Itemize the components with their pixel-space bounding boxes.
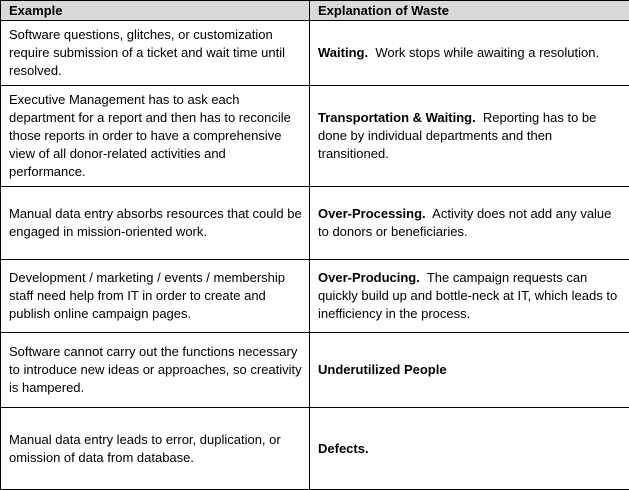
table-row	[1, 408, 629, 490]
waste-explanation: Activity does not add any value to donors or beneficiaries.	[318, 206, 611, 239]
explanation-cell	[310, 187, 629, 260]
table-body	[1, 21, 629, 490]
waste-type-label: Over-Producing.	[318, 270, 420, 285]
explanation-cell	[310, 333, 629, 408]
waste-type-label: Underutilized People	[318, 362, 447, 377]
example-cell: Manual data entry absorbs resources that could be engaged in mission-oriented work.	[1, 187, 310, 260]
table-row	[1, 21, 629, 86]
waste-type-label: Defects.	[318, 441, 369, 456]
explanation-cell	[310, 260, 629, 333]
example-cell: Software cannot carry out the functions necessary to introduce new ideas or approaches, so creativity is hampered.	[1, 333, 310, 408]
waste-type-label: Over-Processing.	[318, 206, 426, 221]
explanation-cell	[310, 408, 629, 490]
header-row	[1, 1, 629, 21]
table-row	[1, 333, 629, 408]
example-cell: Software questions, glitches, or customization require submission of a ticket and wait time until resolved.	[1, 21, 310, 86]
example-cell: Executive Management has to ask each department for a report and then has to reconcile those reports in order to have a comprehensive view of all donor-related activities and performance.	[1, 86, 310, 187]
waste-type-label: Transportation & Waiting.	[318, 110, 476, 125]
waste-type-label: Waiting.	[318, 45, 368, 60]
table-row	[1, 260, 629, 333]
waste-explanation: The campaign requests can quickly build up and bottle-neck at IT, which leads to inefficiency in the process.	[318, 270, 617, 321]
table-row	[1, 86, 629, 187]
table-row	[1, 187, 629, 260]
example-cell: Development / marketing / events / membership staff need help from IT in order to create and publish online campaign pages.	[1, 260, 310, 333]
example-cell: Manual data entry leads to error, duplication, or omission of data from database.	[1, 408, 310, 490]
waste-explanation: Reporting has to be done by individual departments and then transitioned.	[318, 110, 596, 161]
table-header	[1, 1, 629, 21]
header-example: Example	[1, 1, 310, 21]
explanation-cell	[310, 86, 629, 187]
waste-explanation: Work stops while awaiting a resolution.	[375, 45, 599, 60]
explanation-cell	[310, 21, 629, 86]
header-explanation: Explanation of Waste	[310, 1, 629, 21]
